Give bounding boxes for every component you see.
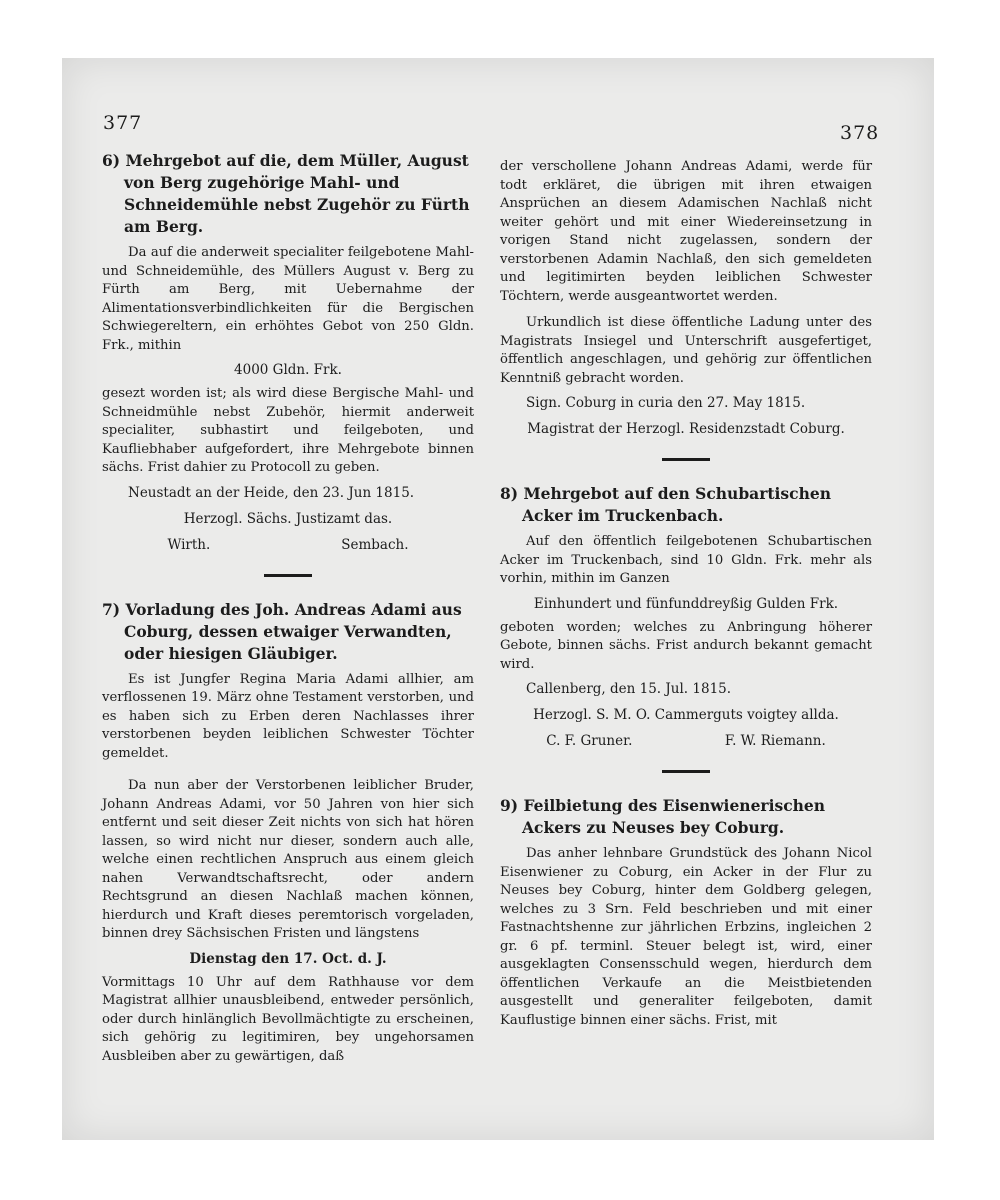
section-8-paragraph-2: geboten worden; welches zu Anbringung höherer Gebote, binnen sächs. Frist andurch bekannt gemacht wird. [500, 619, 872, 672]
section-divider [662, 770, 710, 773]
section-8-signatures [500, 730, 872, 752]
section-divider [264, 574, 312, 577]
section-7-office: Magistrat der Herzogl. Residenzstadt Coburg. [527, 421, 845, 437]
section-7-date: Dienstag den 17. Oct. d. J. [189, 950, 387, 967]
page-number-right: 378 [840, 122, 880, 144]
left-column [102, 150, 474, 1066]
section-6-date: Neustadt an der Heide, den 23. Jun 1815. [128, 484, 415, 501]
section-6-office: Herzogl. Sächs. Justizamt das. [183, 510, 393, 527]
section-7-paragraph-1: Es ist Jungfer Regina Maria Adami allhier, am verflossenen 19. März ohne Testament verstorben, und es haben sich zu Erben deren Nachlasses ihrer verstorbenen beyden leiblichen Schwester Töchter gemeldet. [102, 671, 474, 761]
section-6-paragraph-1: Da auf die anderweit specialiter feilgebotene Mahl- und Schneidemühle, des Müllers August v. Berg zu Fürth am Berg, mit Uebernahme der Alimentationsverbindlichkeiten für die Bergischen Schwiegereltern, ein erhöhtes Gebot von 250 Gldn. Frk., mithin [102, 245, 474, 353]
right-column [500, 158, 872, 1030]
signature-sembach: Sembach. [341, 536, 409, 553]
section-7-heading: 7) Vorladung des Joh. Andreas Adami aus Coburg, dessen etwaiger Verwandten, oder hiesigen Gläubiger. [102, 599, 462, 663]
section-8-office: Herzogl. S. M. O. Cammerguts voigtey allda. [533, 707, 839, 723]
signature-gruner: C. F. Gruner. [546, 733, 633, 749]
section-8-amount: Einhundert und fünfunddreyßig Gulden Frk. [533, 595, 839, 612]
signature-wirth: Wirth. [167, 536, 211, 553]
section-6-amount: 4000 Gldn. Frk. [234, 362, 342, 378]
section-9-paragraph-1: Das anher lehnbare Grundstück des Johann Nicol Eisenwiener zu Coburg, ein Acker in der Flur zu Neuses bey Coburg, hinter dem Goldberg gelegen, welches zu 3 Srn. Feld beschrieben und mit einer Fastnachtshenne zur jährlichen Erbzins, ingleichen 2 gr. 6 pf. terminl. Steuer belegt ist, wird, einer ausgeklagten Consensschuld wegen, hierdurch dem öffentlichen Verkaufe an die Meistbietenden ausgestellt und generaliter feilgeboten, damit Kauflustige binnen einer sächs. Frist, mit [500, 846, 872, 1028]
section-9-heading: 9) Feilbietung des Eisenwienerischen Ackers zu Neuses bey Coburg. [500, 796, 826, 837]
section-8-heading: 8) Mehrgebot auf den Schubartischen Acker im Truckenbach. [500, 484, 831, 525]
section-6-signatures [102, 534, 474, 556]
section-7-paragraph-3: Vormittags 10 Uhr auf dem Rathhause vor dem Magistrat allhier unausbleibend, entweder persönlich, oder durch hinlänglich Bevollmächtigte zu erscheinen, sich gehörig zu legitimiren, bey ungehorsamen Ausbleiben aber zu gewärtigen, daß [102, 974, 474, 1064]
section-8-paragraph-1: Auf den öffentlich feilgebotenen Schubartischen Acker im Truckenbach, sind 10 Gldn. Frk. mehr als vorhin, mithin im Ganzen [500, 534, 872, 586]
section-7-continued-paragraph: der verschollene Johann Andreas Adami, werde für todt erkläret, die übrigen mit ihren etwaigen Ansprüchen an diesem Adamischen Nachlaß nicht weiter gehört und mit einer Wiedereinsetzung in vorigen Stand nicht zugelassen, sondern der verstorbenen Adamin Nachlaß, den sich gemeldeten und legitimirten beyden leiblichen Schwester Töchtern, werde ausgeantwortet werden. [500, 159, 872, 304]
section-6-heading: 6) Mehrgebot auf die, dem Müller, August von Berg zugehörige Mahl- und Schneidemühle nebst Zugehör zu Fürth am Berg. [102, 151, 470, 236]
page-number-left: 377 [103, 112, 143, 134]
section-7-paragraph-2: Da nun aber der Verstorbenen leiblicher Bruder, Johann Andreas Adami, vor 50 Jahren von hier sich entfernt und seit dieser Zeit nichts von sich hat hören lassen, so wird nicht nur dieser, sondern auch alle, welche einen rechtlichen Anspruch aus einem gleich nahen Verwandtschaftsrecht, oder andern Rechtsgrund an diesen Nachlaß machen können, hierdurch und Kraft dieses peremtorisch vorgeladen, binnen drey Sächsischen Fristen und längstens [102, 778, 474, 941]
section-7-certification: Urkundlich ist diese öffentliche Ladung unter des Magistrats Insiegel und Unterschrift ausgefertiget, öffentlich angeschlagen, und gehörig zur öffentlichen Kenntniß gebracht worden. [500, 315, 872, 386]
signature-riemann: F. W. Riemann. [724, 733, 826, 749]
section-6-paragraph-2: gesezt worden ist; als wird diese Bergische Mahl- und Schneidmühle nebst Zubehör, hiermit anderweit specialiter, subhastirt und feilgeboten, und Kaufliebhaber aufgefordert, ihre Mehrgebote binnen sächs. Frist dahier zu Protocoll zu geben. [102, 386, 474, 475]
section-divider [662, 458, 710, 461]
section-7-sign-line: Sign. Coburg in curia den 27. May 1815. [526, 395, 806, 411]
section-8-date: Callenberg, den 15. Jul. 1815. [526, 681, 732, 697]
